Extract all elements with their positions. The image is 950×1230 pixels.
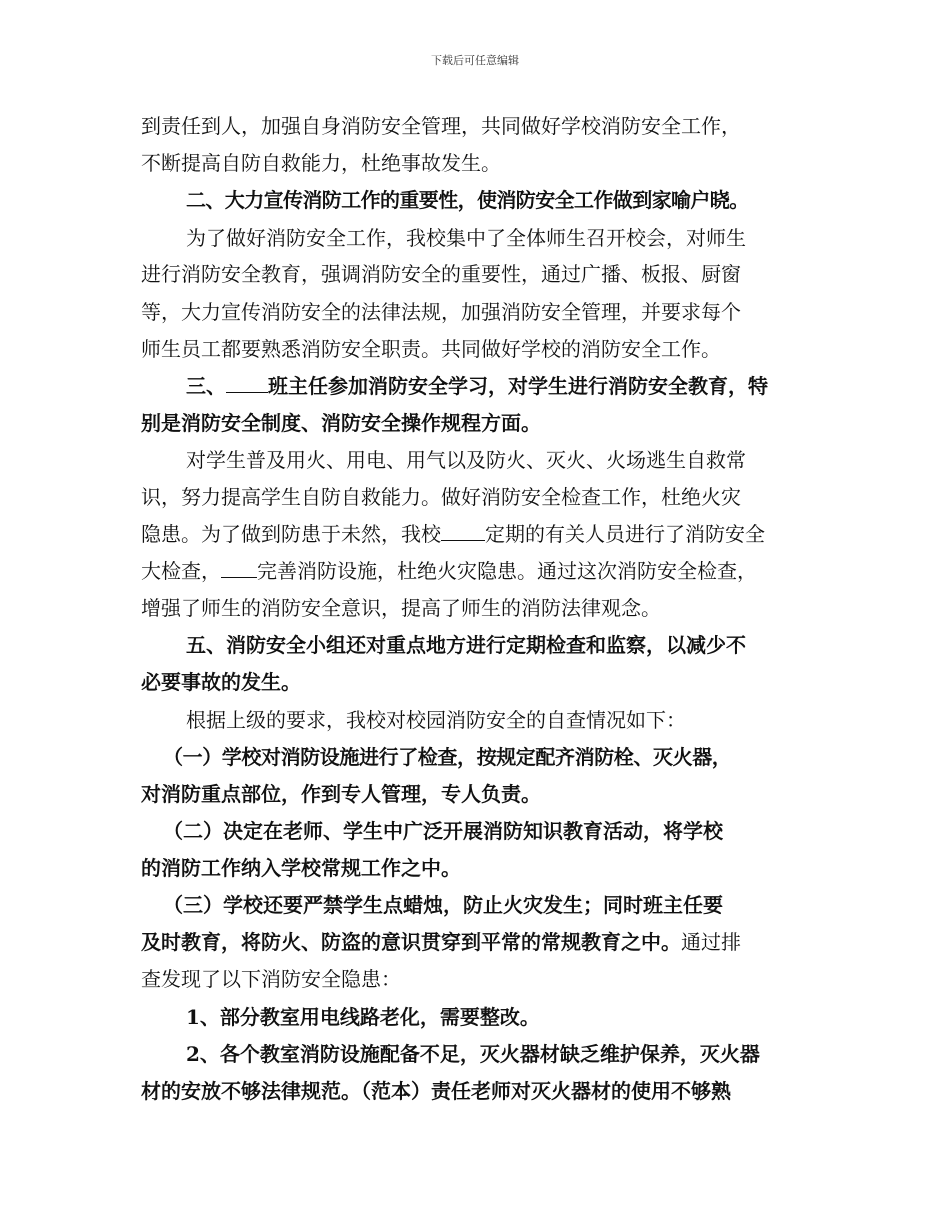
list-item-bold: 材的安放不够法律规范。（范本）责任老师对灭火器材的使用不够熟	[141, 1079, 731, 1103]
body-line: 识，努力提高学生自防自救能力。做好消防安全检查工作，杜绝火灾	[141, 485, 741, 509]
body-line: 进行消防安全教育，强调消防安全的重要性，通过广播、板报、厨窗	[141, 262, 741, 286]
heading-prefix: 三、	[186, 374, 226, 398]
text-part: 大检查，	[141, 559, 221, 583]
blank-underline	[441, 522, 485, 541]
section-heading: 必要事故的发生。	[141, 670, 301, 694]
blank-underline	[221, 559, 257, 578]
bold-text: 及时教育，将防火、防盗的意识贯穿到平常的常规教育之中。	[141, 930, 681, 954]
page-header: 下载后可任意编辑	[431, 54, 519, 67]
text-part: 通过排	[681, 930, 741, 954]
body-line: 师生员工都要熟悉消防安全职责。共同做好学校的消防安全工作。	[141, 337, 721, 361]
section-heading: 别是消防安全制度、消防安全操作规程方面。	[141, 411, 541, 435]
body-line: 为了做好消防安全工作，我校集中了全体师生召开校会，对师生	[186, 226, 746, 250]
section-heading	[186, 374, 768, 398]
list-item-bold: 1、部分教室用电线路老化，需要整改。	[186, 1005, 540, 1029]
section-heading: 二、大力宣传消防工作的重要性，使消防安全工作做到家喻户晓。	[186, 188, 749, 212]
body-line	[141, 930, 741, 954]
body-line: 对学生普及用火、用电、用气以及防火、灭火、火场逃生自救常	[186, 448, 746, 472]
list-item-bold: （三）学校还要严禁学生点蜡烛，防止火灾发生；同时班主任要	[163, 893, 723, 917]
text-part: 定期的有关人员进行了消防安全	[485, 522, 765, 546]
body-line: 查发现了以下消防安全隐患：	[141, 967, 401, 991]
list-item-bold: 的消防工作纳入学校常规工作之中。	[141, 856, 461, 880]
body-line: 等，大力宣传消防安全的法律法规，加强消防安全管理，并要求每个	[141, 300, 741, 324]
list-item-bold: 2、各个教室消防设施配备不足，灭火器材缺乏维护保养，灭火器	[186, 1042, 760, 1066]
body-line	[141, 559, 757, 583]
blank-underline	[226, 374, 268, 393]
heading-rest: 班主任参加消防安全学习，对学生进行消防安全教育，特	[268, 374, 768, 398]
body-line: 增强了师生的消防安全意识，提高了师生的消防法律观念。	[141, 596, 661, 620]
section-heading: 五、消防安全小组还对重点地方进行定期检查和监察，以减少不	[186, 633, 746, 657]
body-line: 到责任到人，加强自身消防安全管理，共同做好学校消防安全工作，	[141, 114, 741, 138]
list-item-bold: （一）学校对消防设施进行了检查，按规定配齐消防栓、灭火器，	[163, 745, 732, 769]
body-line: 根据上级的要求，我校对校园消防安全的自查情况如下：	[186, 708, 686, 732]
list-item-bold: 对消防重点部位，作到专人管理，专人负责。	[141, 782, 541, 806]
text-part: 完善消防设施，杜绝火灾隐患。通过这次消防安全检查，	[257, 559, 757, 583]
list-item-bold: （二）决定在老师、学生中广泛开展消防知识教育活动，将学校	[163, 819, 723, 843]
body-line: 不断提高自防自救能力，杜绝事故发生。	[141, 151, 501, 175]
body-line	[141, 522, 765, 546]
text-part: 隐患。为了做到防患于未然，我校	[141, 522, 441, 546]
